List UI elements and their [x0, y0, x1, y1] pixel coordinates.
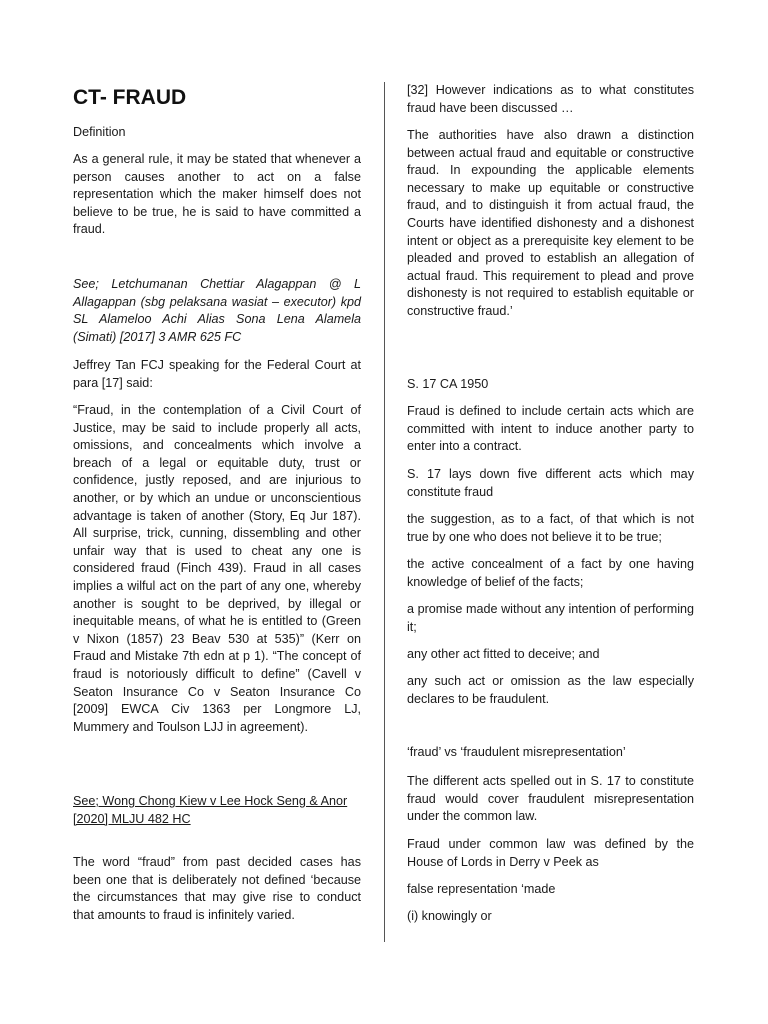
false-representation-line: false representation ‘made — [407, 882, 556, 896]
knowingly-line: (i) knowingly or — [407, 909, 492, 923]
case-citation-letchumanan: See; Letchumanan Chettiar Alagappan @ L Allagappan (sbg pelaksana wasiat – executor) kpd SL Alameloo Achi Alias Sona Lena Alamela (Simati) [2017] 3 AMR 625 FC — [73, 277, 361, 344]
fraud-quote-paragraph: “Fraud, in the contemplation of a Civil Court of Justice, may be said to include properly all acts, omissions, and concealments which involve a breach of a legal or equitable duty, trust or confidence, justly reposed, and are injurious to another, or by which an undue or unconscientious advantage is taken of another (Story, Eq Jur 187). All surprise, trick, cunning, dissembling and other unfair way that is used to cheat any one is considered fraud (Finch 439). Fraud in all cases implies a wilful act on the part of any one, whereby another is sought to be deprived, by illegal or inequitable means, of what he is entitled to (Green v Nixon (1857) 23 Beav 530 at 535)” (Kerr on Fraud and Mistake 7th edn at p 1). “The concept of fraud is notoriously difficult to define” (Cavell v Seaton Insurance Co v Seaton Insurance Co [2009] EWCA Civ 1363 per Longmore LJ, Mummery and Toulson LJJ in agreement). — [73, 403, 361, 734]
page-title: CT- FRAUD — [73, 86, 187, 109]
fraud-defined-paragraph: Fraud is defined to include certain acts which are committed with intent to induce another party to enter into a contract. — [407, 404, 694, 454]
act-promise: a promise made without any intention of performing it; — [407, 602, 694, 634]
case-citation-wong: See; Wong Chong Kiew v Lee Hock Seng & Anor [2020] MLJU 482 HC — [73, 794, 348, 826]
five-acts-paragraph: S. 17 lays down five different acts which may constitute fraud — [407, 467, 694, 499]
act-omission: any such act or omission as the law especially declares to be fraudulent. — [407, 674, 694, 706]
act-deceive: any other act fitted to deceive; and — [407, 647, 600, 661]
section-17-heading: S. 17 CA 1950 — [407, 377, 489, 391]
column-divider — [384, 82, 385, 942]
authorities-paragraph: The authorities have also drawn a distinction between actual fraud and equitable or constructive fraud. In expounding the applicable elements necessary to make up equitable or constructive fraud, and to distinguish it from actual fraud, the Courts have identified dishonesty and a dishonest intent or object as a prerequisite key element to be pleaded and proved to establish an allegation of actual fraud. This requirement to plead and prove dishonesty is not required to establish equitable or constructive fraud.’ — [407, 128, 694, 318]
act-concealment: the active concealment of a fact by one having knowledge of belief of the facts; — [407, 557, 694, 589]
definition-paragraph: As a general rule, it may be stated that whenever a person causes another to act on a false representation which the maker himself does not believe to be true, he is said to have committed a fraud. — [73, 152, 361, 237]
act-suggestion: the suggestion, as to a fact, of that which is not true by one who does not believe it to be true; — [407, 512, 694, 544]
fraud-vs-misrep-heading: ‘fraud’ vs ‘fraudulent misrepresentation’ — [407, 745, 626, 759]
common-law-paragraph: Fraud under common law was defined by the House of Lords in Derry v Peek as — [407, 837, 694, 869]
indications-paragraph: [32] However indications as to what constitutes fraud have been discussed … — [407, 83, 694, 115]
different-acts-paragraph: The different acts spelled out in S. 17 to constitute fraud would cover fraudulent misrepresentation under the common law. — [407, 774, 694, 824]
judge-intro-paragraph: Jeffrey Tan FCJ speaking for the Federal Court at para [17] said: — [73, 358, 361, 390]
definition-heading: Definition — [73, 125, 126, 139]
fraud-word-paragraph: The word “fraud” from past decided cases has been one that is deliberately not defined ‘because the circumstances that may give rise to conduct that amounts to fraud is infinitely varied. — [73, 855, 361, 922]
